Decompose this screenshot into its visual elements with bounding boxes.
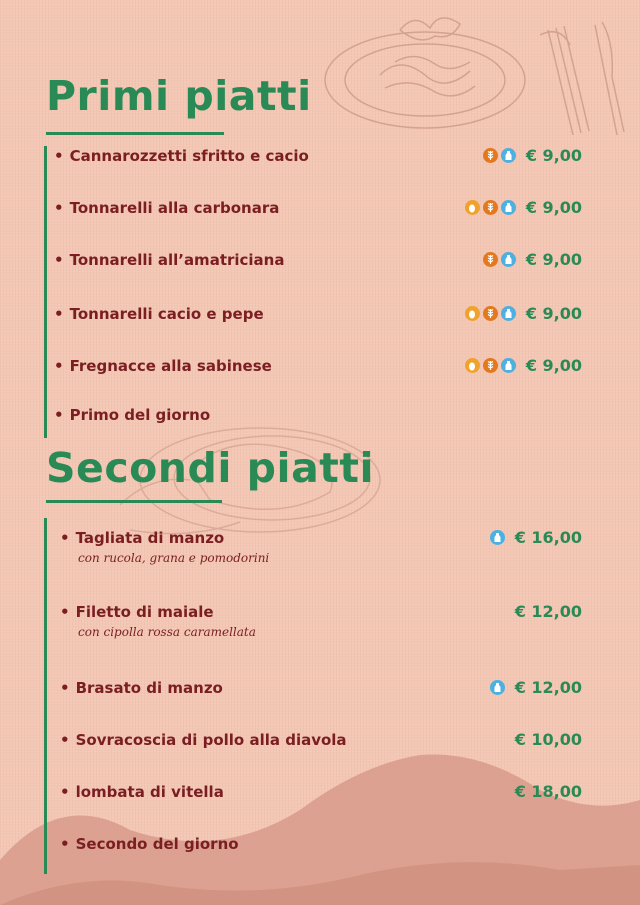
- section-rule: [44, 146, 47, 438]
- egg-icon: [465, 358, 480, 373]
- dish-name: Tagliata di manzo: [75, 528, 225, 547]
- allergen-icons: [465, 306, 516, 321]
- lactose-icon: [490, 530, 505, 545]
- egg-icon: [465, 306, 480, 321]
- dish-name: Fregnacce alla sabinese: [69, 356, 272, 375]
- menu-item: [60, 730, 582, 749]
- menu-item: [54, 356, 582, 375]
- dish-name: lombata di vitella: [75, 782, 224, 801]
- bullet: •: [60, 528, 70, 547]
- bullet: •: [54, 250, 64, 269]
- bullet: •: [60, 730, 70, 749]
- allergen-icons: [490, 530, 505, 545]
- menu-item: [60, 835, 582, 853]
- dish-name: Cannarozzetti sfritto e cacio: [69, 146, 309, 165]
- lactose-icon: [501, 358, 516, 373]
- dish-name: Sovracoscia di pollo alla diavola: [75, 730, 347, 749]
- lactose-icon: [501, 200, 516, 215]
- dish-name: Brasato di manzo: [75, 678, 223, 697]
- allergen-icons: [490, 680, 505, 695]
- dish-price: € 12,00: [514, 678, 582, 697]
- gluten-icon: [483, 358, 498, 373]
- bullet: •: [54, 146, 64, 165]
- allergen-icons: [483, 252, 516, 267]
- section-rule: [44, 518, 47, 874]
- dish-price: € 9,00: [525, 304, 582, 323]
- menu-item: [54, 406, 582, 424]
- lactose-icon: [490, 680, 505, 695]
- dish-price: € 9,00: [525, 356, 582, 375]
- dish-price: € 18,00: [514, 782, 582, 801]
- allergen-icons: [465, 200, 516, 215]
- dish-name: Secondo del giorno: [75, 835, 239, 853]
- dish-name: Tonnarelli all’amatriciana: [69, 250, 285, 269]
- dish-name: Primo del giorno: [69, 406, 211, 424]
- bullet: •: [60, 602, 70, 621]
- dish-price: € 9,00: [525, 146, 582, 165]
- bullet: •: [54, 304, 64, 323]
- dish-price: € 9,00: [525, 250, 582, 269]
- gluten-icon: [483, 148, 498, 163]
- dish-price: € 9,00: [525, 198, 582, 217]
- menu-item: [60, 782, 582, 801]
- dish-price: € 10,00: [514, 730, 582, 749]
- bullet: •: [60, 782, 70, 801]
- lactose-icon: [501, 252, 516, 267]
- menu-item: [60, 528, 582, 565]
- dish-name: Filetto di maiale: [75, 602, 214, 621]
- dish-price: € 12,00: [514, 602, 582, 621]
- dish-description: con rucola, grana e pomodorini: [78, 551, 270, 565]
- title-underline: [46, 500, 222, 503]
- dish-name: Tonnarelli alla carbonara: [69, 198, 280, 217]
- egg-icon: [465, 200, 480, 215]
- dish-name: Tonnarelli cacio e pepe: [69, 304, 264, 323]
- menu-item: [54, 304, 582, 323]
- menu-item: [54, 198, 582, 217]
- bullet: •: [54, 406, 64, 424]
- dish-description: con cipolla rossa caramellata: [78, 625, 256, 639]
- section-title-secondi: Secondi piatti: [46, 444, 374, 492]
- section-title-primi: Primi piatti: [46, 72, 312, 120]
- bullet: •: [54, 356, 64, 375]
- lactose-icon: [501, 306, 516, 321]
- bullet: •: [60, 835, 70, 853]
- menu-item: [60, 678, 582, 697]
- allergen-icons: [465, 358, 516, 373]
- gluten-icon: [483, 252, 498, 267]
- gluten-icon: [483, 306, 498, 321]
- bullet: •: [54, 198, 64, 217]
- gluten-icon: [483, 200, 498, 215]
- bullet: •: [60, 678, 70, 697]
- allergen-icons: [483, 148, 516, 163]
- menu-item: [54, 250, 582, 269]
- lactose-icon: [501, 148, 516, 163]
- pasta-plate-illustration: [325, 18, 624, 135]
- menu-item: [54, 146, 582, 165]
- title-underline: [46, 132, 224, 135]
- menu-item: [60, 602, 582, 639]
- dish-price: € 16,00: [514, 528, 582, 547]
